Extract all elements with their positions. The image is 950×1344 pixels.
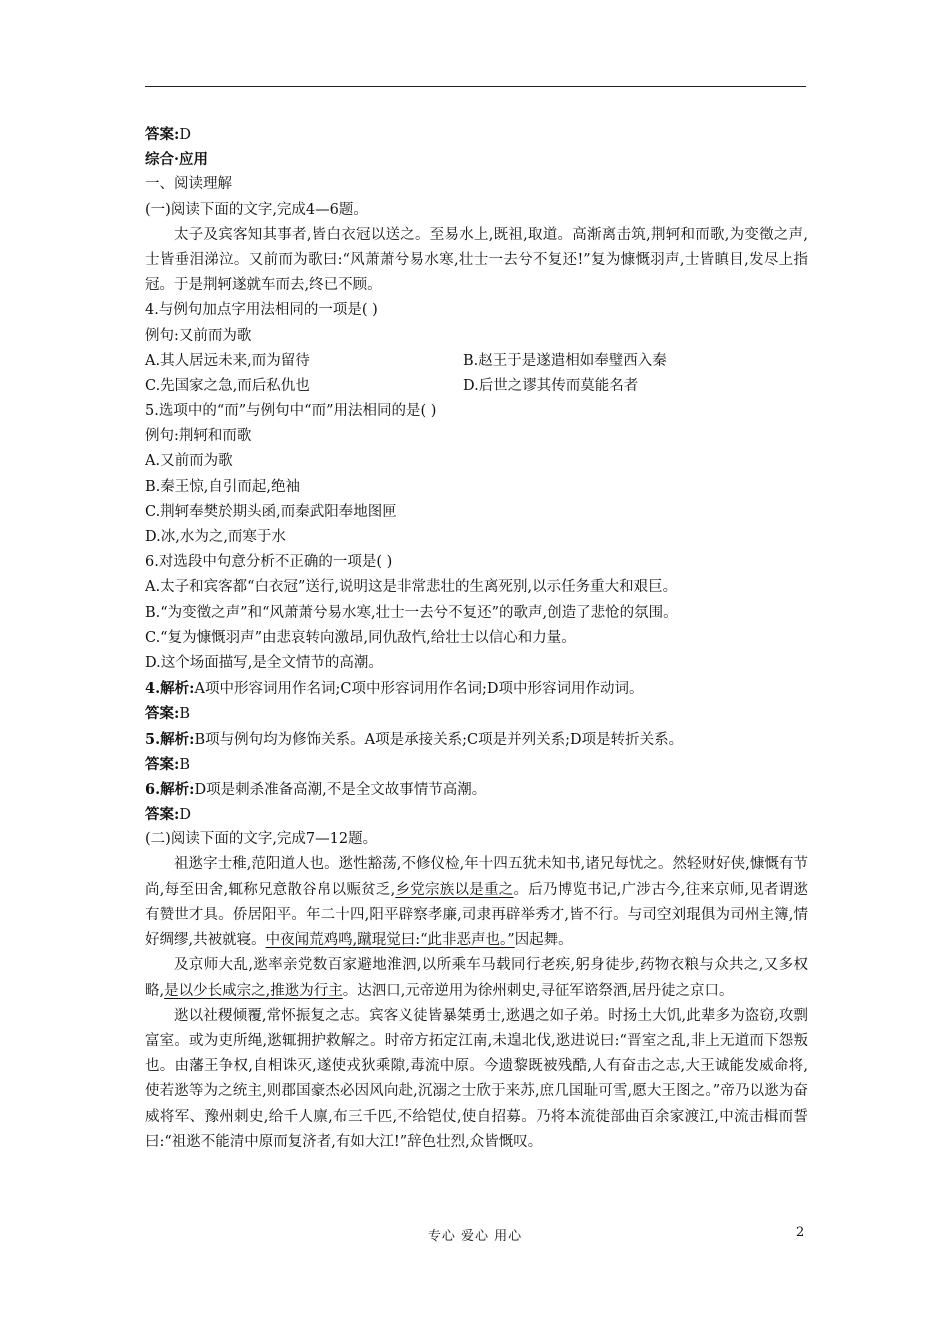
- footer-motto: 专心 爱心 用心: [427, 1229, 523, 1244]
- q5-example: 例句:荆轲和而歌: [145, 428, 252, 445]
- part-heading: 一、阅读理解: [145, 176, 232, 193]
- section-title: 综合·应用: [145, 151, 209, 169]
- analysis-5: [145, 727, 808, 752]
- q6-option-a: A.太子和宾客都“白衣冠”送行,说明这是非常悲壮的生离死别,以示任务重大和艰巨。: [145, 579, 678, 596]
- answer-value: D: [179, 127, 191, 143]
- sub2-title: (二)阅读下面的文字,完成7—12题。: [145, 831, 378, 848]
- underlined-sentence: 是以少长咸宗之,推逖为行主: [164, 982, 343, 999]
- q4-options-row1: [145, 349, 808, 374]
- q4-stem: 4.与例句加点字用法相同的一项是( ): [145, 302, 378, 319]
- answer-value: D: [179, 807, 191, 824]
- analysis-4: [145, 676, 808, 701]
- underlined-sentence: 中夜闻荒鸡鸣,蹴琨觉曰:“此非恶声也。”: [265, 932, 515, 949]
- analysis-label: 5.解析:: [145, 730, 195, 748]
- page-footer: [0, 1225, 950, 1249]
- header-rule: [145, 86, 806, 87]
- answer-label: 答案:: [145, 705, 180, 723]
- analysis-label: 4.解析:: [145, 680, 195, 698]
- analysis-text: D项是刺杀准备高潮,不是全文故事情节高潮。: [194, 781, 487, 798]
- q4-example: 例句:又前而为歌: [145, 327, 252, 344]
- answer-label: 答案:: [145, 755, 180, 773]
- q4-option-a: A.其人居远未来,而为留待: [145, 352, 310, 369]
- text-span: 祖逖字士稚,范阳道人也。逖性豁荡,不修仪检,年十四五犹未知书,诸兄每忧之。然轻财好侠,慷慨有节尚,每至田舍,辄称兄意散谷帛以赈贫乏,: [145, 856, 808, 898]
- passage-1: 太子及宾客知其事者,皆白衣冠以送之。至易水上,既祖,取道。高渐离击筑,荆轲和而歌,为变徵之声,士皆垂泪涕泣。又前而为歌曰:“风萧萧兮易水寒,壮士一去兮不复还!”复为慷慨羽声,士皆瞋目,发尽上指冠。于是荆轲遂就车而去,终已不顾。: [145, 226, 808, 294]
- underlined-sentence: 乡党宗族以是重之: [395, 881, 514, 898]
- text-span: 及京师大乱,逖率亲党数百家避地淮泗,以所乘车马载同行老疾,躬身徒步,药物衣粮与众共之,又多权略,: [145, 957, 808, 999]
- page-content: [145, 122, 808, 1155]
- q4-option-c: C.先国家之急,而后私仇也: [145, 377, 310, 394]
- passage-2-para-2: [145, 953, 808, 1003]
- q6-stem: 6.对选段中句意分析不正确的一项是( ): [145, 554, 393, 571]
- text-span: 。达泗口,元帝逆用为徐州刺史,寻征军谘祭酒,居丹徒之京口。: [342, 982, 734, 999]
- q6-option-d: D.这个场面描写,是全文情节的高潮。: [145, 654, 383, 671]
- q4-option-b: B.赵王于是遂遣相如奉璧西入秦: [463, 352, 667, 369]
- analysis-text: A项中形容词用作名词;C项中形容词用作名词;D项中形容词用作动词。: [194, 681, 644, 698]
- q5-stem: 5.选项中的“而”与例句中“而”用法相同的是( ): [145, 403, 437, 420]
- sub1-title: (一)阅读下面的文字,完成4—6题。: [145, 201, 368, 218]
- analysis-6: [145, 777, 808, 802]
- q6-option-b: B.“为变徵之声”和“风萧萧兮易水寒,壮士一去兮不复还”的歌声,创造了悲怆的氛围。: [145, 604, 678, 621]
- answer-6: [145, 802, 808, 827]
- q4-option-d: D.后世之谬其传而莫能名者: [463, 377, 639, 394]
- q5-option-b: B.秦王惊,自引而起,绝袖: [145, 478, 300, 495]
- passage-2-para-1: [145, 852, 808, 953]
- analysis-text: B项与例句均为修饰关系。A项是承接关系;C项是并列关系;D项是转折关系。: [194, 731, 684, 748]
- q5-option-c: C.荆轲奉樊於期头函,而秦武阳奉地图匣: [145, 503, 397, 520]
- answer-value: B: [179, 756, 191, 773]
- answer-label: 答案:: [145, 126, 180, 143]
- q6-option-c: C.“复为慷慨羽声”由悲哀转向激昂,同仇敌忾,给壮士以信心和力量。: [145, 629, 576, 646]
- q5-option-a: A.又前而为歌: [145, 453, 233, 470]
- answer-4: [145, 701, 808, 726]
- q5-option-d: D.冰,水为之,而寒于水: [145, 529, 286, 546]
- answer-label: 答案:: [145, 806, 180, 824]
- answer-5: [145, 752, 808, 777]
- answer-value: B: [179, 706, 191, 723]
- analysis-label: 6.解析:: [145, 780, 195, 798]
- answer-line: [145, 122, 808, 147]
- page-number: 2: [796, 1225, 805, 1240]
- q4-options-row2: [145, 374, 808, 399]
- text-span: 。后乃博览书记,广涉古今,往来京师,见者谓逖有赞世才具。侨居阳平。年二十四,阳平辟察孝廉,司隶再辟举秀才,皆不行。与司空刘琨俱为司州主簿,情好绸缪,共被就寝。: [145, 881, 809, 949]
- passage-2-para-3: 逖以社稷倾覆,常怀振复之志。宾客义徒皆暴桀勇士,逖遇之如子弟。时扬土大饥,此辈多为盗窃,攻剽富室。或为吏所绳,逖辄拥护救解之。时帝方拓定江南,未遑北伐,逖进说曰:“晋室之乱,非上无道而下怨叛也。由藩王争权,自相诛灭,遂使戎狄乘隙,毒流中原。今遗黎既被残酷,人有奋击之志,大王诚能发威命将,使若逖等为之统主,则郡国豪杰必因风向赴,沉溺之士欣于来苏,庶几国耻可雪,愿大王图之。”帝乃以逖为奋威将军、豫州刺史,给千人廪,布三千匹,不给铠仗,使自招募。乃将本流徙部曲百余家渡江,中流击楫而誓曰:“祖逖不能清中原而复济者,有如大江!”辞色壮烈,众皆慨叹。: [145, 1007, 808, 1150]
- text-span: 因起舞。: [514, 932, 573, 949]
